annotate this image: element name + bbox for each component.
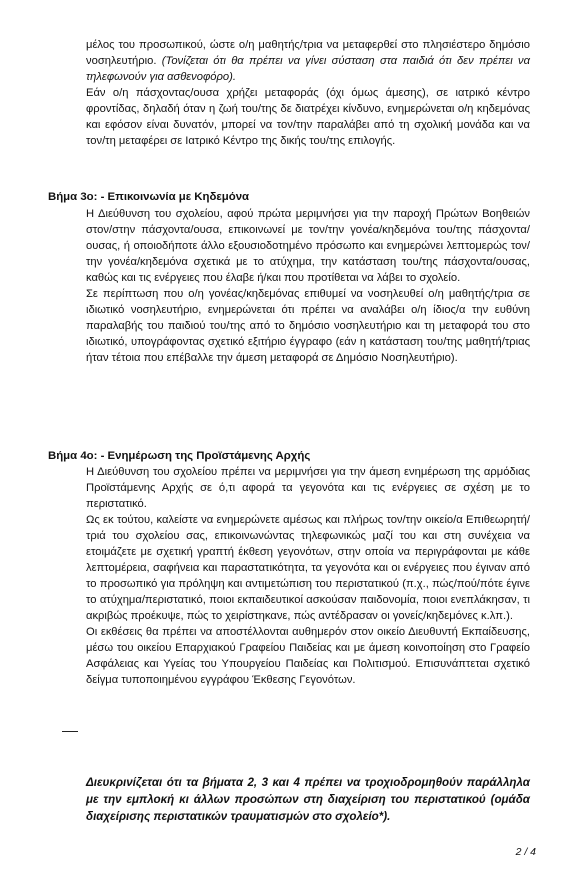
intro-section: [86, 37, 530, 149]
clarification-note: Διευκρινίζεται ότι τα βήματα 2, 3 και 4 πρέπει να τροχιοδρομηθούν παράλληλα με την εμπλοκή κι άλλων προσώπων στη διαχείριση του περιστατικού (ομάδα διαχείρισης περιστατικών τραυματισμών στο σχολείο*).: [86, 776, 530, 823]
intro-paragraph-2: Εάν ο/η πάσχοντας/ουσα χρήζει μεταφοράς (όχι όμως άμεσης), σε ιατρικό κέντρο φροντίδας, δηλαδή όταν η ζωή του/της δε διατρέχει κίνδυνο, ενημερώνεται ο/η κηδεμόνας και εφόσον είναι δυνατόν, μπορεί να τον/την παραλάβει από τη σχολική μονάδα και να τον/τη μεταφέρει σε Ιατρικό Κέντρο της δικής του/της επιλογής.: [86, 87, 530, 147]
intro-text: μέλος του προσωπικού, ώστε ο/η μαθητής/τρια να μεταφερθεί στο πλησιέστερο δημόσιο νοσηλευτήριο.: [86, 39, 530, 67]
page-number: 2 / 4: [515, 846, 536, 858]
step4-paragraph-3: Οι εκθέσεις θα πρέπει να αποστέλλονται αυθημερόν στον οικείο Διευθυντή Εκπαίδευσης, μέσω του οικείου Επαρχιακού Γραφείου Παιδείας και με άμεση κοινοποίηση στο Γραφείο Ασφάλειας και Υγείας του Υπουργείου Παιδείας και Πολιτισμού. Επισυνάπτεται σχετικό δείγμα τυποποιημένου εγγράφου Έκθεσης Γεγονότων.: [86, 626, 530, 686]
step3-paragraph-2: Σε περίπτωση που ο/η γονέας/κηδεμόνας επιθυμεί να νοσηλευθεί ο/η μαθητής/τρια σε ιδιωτικό νοσηλευτήριο, ενημερώνεται ότι πρέπει να αναλάβει ο/η ίδιος/α την ευθύνη παραλαβής του παιδιού του/της από το δημόσιο νοσηλευτήριο και τη μεταφορά του στο ιδιωτικό, υπογράφοντας σχετικό εξιτήριο έγγραφο (εάν η κατάσταση του/της μαθητή/τριας ήταν τέτοια που επέβαλλε την άμεση μεταφορά σε Δημόσιο Νοσηλευτήριο).: [86, 288, 530, 364]
step4-paragraph-2: Ως εκ τούτου, καλείστε να ενημερώνετε αμέσως και πλήρως τον/την οικείο/α Επιθεωρητή/τριά του σχολείου σας, επικοινωνώντας τηλεφωνικώς μαζί του και στη συνέχεια να ετοιμάζετε με σχετική γραπτή έκθεση γεγονότων, στην οποία να περιγράφονται με κάθε λεπτομέρεια, σαφήνεια και παραστατικότητα, τα γεγονότα και οι ενέργειες που έγιναν από το προσωπικό για πρόληψη και αντιμετώπιση του περιστατικού (π.χ., πώς/πού/πότε έγινε το ατύχημα/περιστατικό, ποιοι εκπαιδευτικοί ασκούσαν παιδονομία, ποιοι ενεπλάκησαν, τι ακριβώς προέκυψε, πώς το χειρίστηκανε, πώς αντέδρασαν οι γονείς/κηδεμόνες κ.λπ.).: [86, 514, 530, 622]
step4-section: [86, 464, 530, 688]
step4-paragraph-1: Η Διεύθυνση του σχολείου πρέπει να μεριμνήσει για την άμεση ενημέρωση της αρμόδιας Προϊστάμενης Αρχής σε ό,τι αφορά τα γεγονότα και τις ενέργειες σε σχέση με το περιστατικό.: [86, 466, 530, 510]
step3-section: [86, 206, 530, 366]
step3-paragraph-1: Η Διεύθυνση του σχολείου, αφού πρώτα μεριμνήσει για την παροχή Πρώτων Βοηθειών στον/στην πάσχοντα/ουσα, επικοινωνεί με τον/την γονέα/κηδεμόνα του/της πάσχοντα/ουσας, ή οποιοδήποτε άλλο εξουσιοδοτημένο πρόσωπο και ενημερώνει λεπτομερώς τον/την γονέα/κηδεμόνα σχετικά με το ατύχημα, την κατάσταση του/της πάσχοντα/ουσας, καθώς και τις ενέργειες που έλαβε ή/και που προτίθεται να λάβει το σχολείο.: [86, 208, 530, 284]
intro-note: (Τονίζεται ότι θα πρέπει να γίνει σύσταση στα παιδιά ότι δεν πρέπει να τηλεφωνούν για ασθενοφόρο).: [86, 55, 530, 83]
margin-mark: [62, 731, 78, 732]
step3-heading: Βήμα 3ο: - Επικοινωνία με Κηδεμόνα: [48, 191, 250, 203]
step4-heading: Βήμα 4ο: - Ενημέρωση της Προϊστάμενης Αρχής: [48, 450, 311, 462]
intro-paragraph-1: [86, 37, 530, 85]
